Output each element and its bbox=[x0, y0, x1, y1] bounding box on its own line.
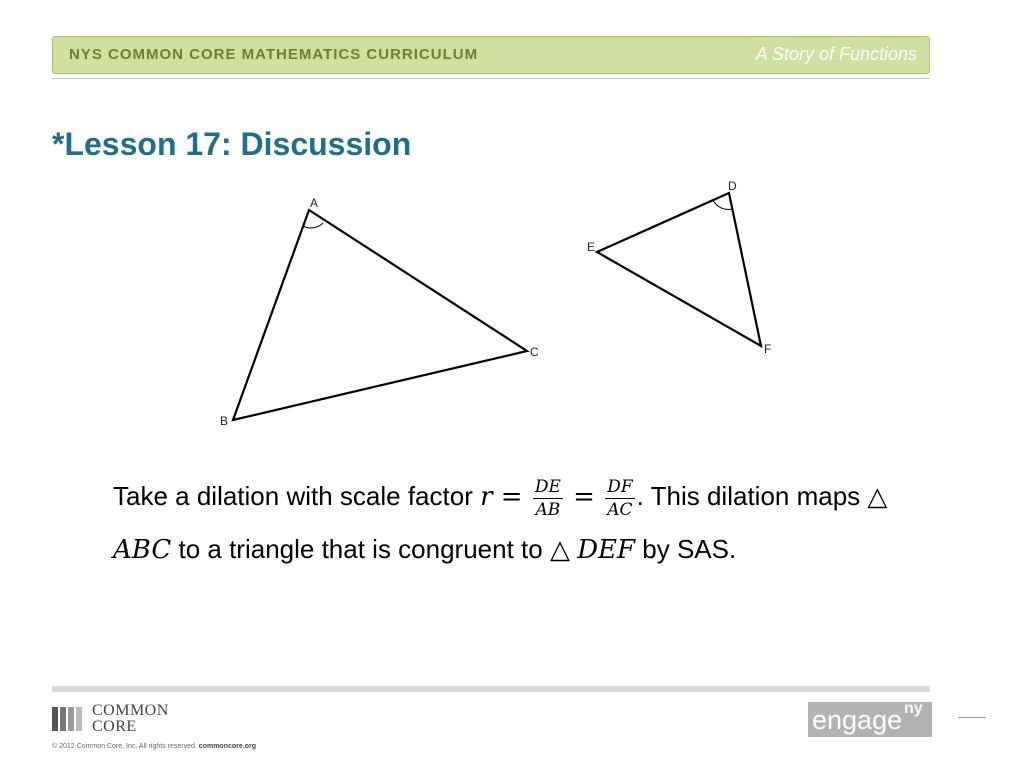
side-divider bbox=[958, 717, 986, 718]
engage-wordmark: engage bbox=[812, 705, 903, 735]
text-by-sas: by SAS. bbox=[635, 534, 737, 564]
triangle-def-name: DEF bbox=[577, 535, 636, 565]
copyright-site-link[interactable]: commoncore.org bbox=[198, 743, 256, 750]
copyright-notice bbox=[52, 743, 256, 750]
vertex-b-label: B bbox=[220, 414, 229, 428]
ny-superscript: ny bbox=[904, 700, 923, 717]
vertex-f-label: F bbox=[764, 342, 772, 356]
fraction-df-ac bbox=[605, 476, 634, 521]
vertex-a-label: A bbox=[310, 196, 319, 210]
triangle-def bbox=[587, 179, 771, 356]
logo-line-1: COMMON bbox=[92, 702, 169, 719]
fraction-1-numerator: DE bbox=[534, 476, 561, 497]
curriculum-title: NYS COMMON CORE MATHEMATICS CURRICULUM bbox=[69, 46, 479, 63]
logo-line-2: CORE bbox=[92, 718, 137, 735]
scale-factor-r: r bbox=[480, 482, 493, 512]
engageny-logo bbox=[808, 702, 932, 737]
fraction-2-denominator: AC bbox=[607, 499, 633, 520]
triangle-symbol-2: △ bbox=[549, 534, 570, 564]
text-intro: Take a dilation with scale factor bbox=[113, 481, 481, 511]
page-title: *Lesson 17: Discussion bbox=[52, 126, 412, 162]
copyright-text: © 2012 Common Core, Inc. All rights reserved. bbox=[52, 743, 197, 750]
equals-2: = bbox=[564, 482, 604, 512]
angle-d-arc bbox=[713, 200, 732, 209]
fraction-de-ab bbox=[533, 476, 563, 521]
vertex-d-label: D bbox=[728, 179, 737, 193]
common-core-bars-icon bbox=[52, 705, 84, 733]
story-title: A Story of Functions bbox=[755, 44, 917, 64]
triangle-abc-name: ABC bbox=[113, 535, 172, 565]
triangle-abc bbox=[220, 196, 539, 428]
fraction-1-denominator: AB bbox=[535, 499, 561, 520]
common-core-wordmark bbox=[92, 703, 169, 735]
equals-1: = bbox=[492, 482, 531, 512]
footer-divider bbox=[52, 686, 930, 692]
vertex-e-label: E bbox=[587, 240, 596, 254]
fraction-2-numerator: DF bbox=[607, 476, 633, 497]
discussion-text bbox=[113, 470, 903, 576]
text-dilation-maps: . This dilation maps bbox=[636, 481, 868, 511]
triangle-symbol-1: △ bbox=[867, 481, 888, 511]
text-congruent: to a triangle that is congruent to bbox=[171, 534, 550, 564]
vertex-c-label: C bbox=[530, 345, 539, 359]
angle-a-arc bbox=[303, 223, 323, 228]
